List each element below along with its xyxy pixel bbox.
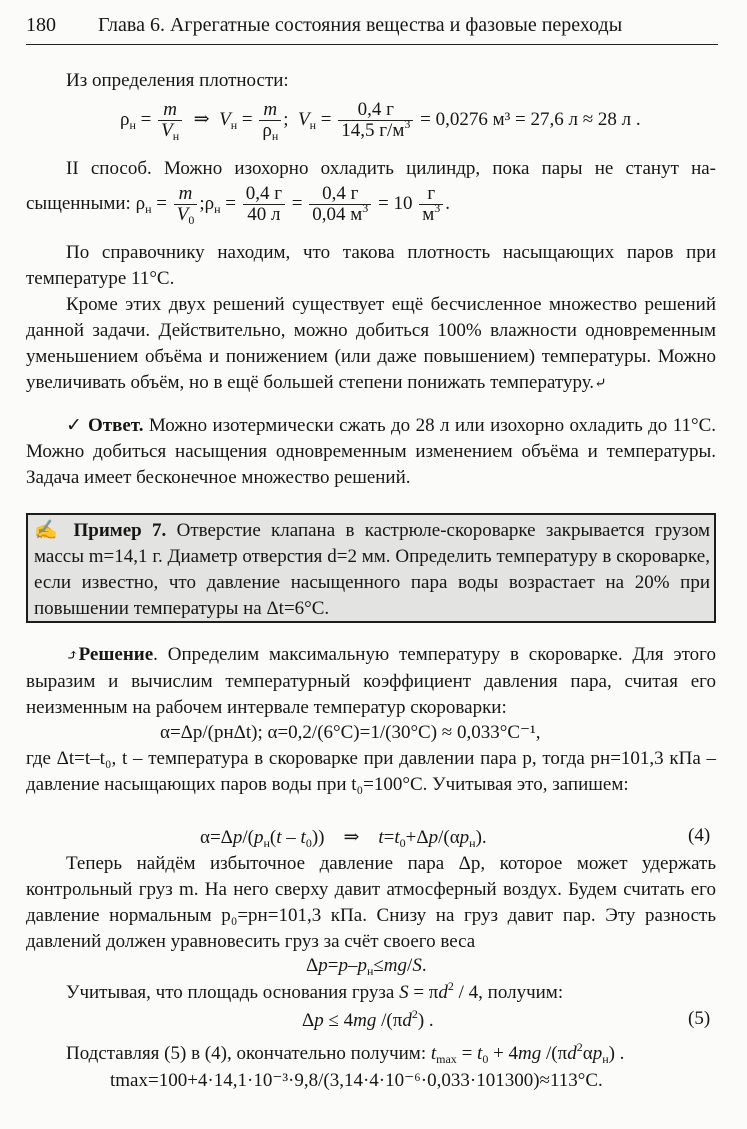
infinite-solutions-text: Кроме этих двух решений существует ещё бесчисленное множество решений данной задачи. Действительно, можно добиться 100% влажности одновременным уменьшением объёма и понижением (или даже повышением) температуры. Можно увеличивать объём, но в ещё большей степени понижать температуру. [26,294,716,393]
paragraph-density-intro: Из определения плотности: [66,70,289,91]
check-icon: ✓ [66,415,83,436]
substitution-prefix: Подставляя (5) в (4), окончательно получим: [66,1043,427,1064]
pencil-icon: ✍ [34,520,64,541]
paragraph-area: Учитывая, что площадь основания груза $S = \pi d^2 / 4$, получим: [66,979,564,1003]
paragraph-where: где Δt=t–t₀, t – температура в скороварке при давлении пара p, тогда pн=101,3 кПа – давление насыщающих паров воды при t₀=100°C. Учитывая это, запишем: [26,748,716,795]
paragraph-excess-pressure: Теперь найдём избыточное давление пара Δp, которое может удержать контрольный груз m. На него сверху давит атмосферный воздух. Будем считать его давление нормальным p₀=pн=101,3 кПа. Снизу на груз давит пар. Эту разность давлений должен уравновесить груз за счёт своего веса [26,853,716,952]
equation-number-5: (5) [688,1008,711,1029]
area-suffix: , получим: [478,982,564,1003]
area-prefix: Учитывая, что площадь основания груза [66,982,395,1003]
paragraph-substitution: Подставляя (5) в (4), окончательно получим: $t_{max} = t_0 + 4mg$ $/(\pi d^2\alpha p_н)$ . [66,1040,625,1066]
formula-eq4: $\alpha=\Delta p/(p_н(t - t_0))$ ⇒ $t=t_0+\Delta p/(\alpha p_н)$. [200,827,487,850]
paragraph-answer [26,413,716,491]
example-text: Отверстие клапана в кастрюле-скороварке закрывается грузом массы m=14,1 г. Диаметр отверстия d=2 мм. Определить температуру в скороварке, если известно, что давление насыщенного пара воды возрастает на 20% при повышении температуры на Δt=6°C. [34,520,710,619]
page-number: 180 [26,14,56,36]
solution-label: Решение [78,644,154,665]
answer-text: Можно изотермически сжать до 28 л или изохорно охладить до 11°C. Можно добиться насыщения одновременным изменением объёма и температуры. Задача имеет бесконечное множество решений. [26,415,717,488]
paragraph-example [34,518,710,622]
formula-final-calc: tmax=100+4·14,1·10⁻³·9,8/(3,14·4·10⁻⁶·0,033·101300)≈113°C. [110,1070,603,1091]
method2-prefix: сыщенными: [26,192,131,214]
answer-label: Ответ. [87,415,144,436]
example-label: Пример 7. [73,520,167,541]
paragraph-solution [26,642,716,721]
formula-eq5: Δp ≤ 4mg $/(\pi d^2)$ . [302,1007,434,1031]
formula-isochoric: сыщенными: $\rho_н$ = $\frac{m}{V_0}$ $;\rho_н$ = $\frac{0,4 г}{40 л}$ = $\frac{0,4 г}{0,04 м^3}$ = 10 $\frac{г}{м^3}$ . [26,183,451,227]
header-rule [26,44,718,45]
paragraph-method2-line1: II способ. Можно изохорно охладить цилиндр, пока пары не станут на- [66,158,716,179]
chapter-title: Глава 6. Агрегатные состояния вещества и фазовые переходы [98,14,623,36]
paragraph-infinite-solutions [26,292,716,397]
equation-number-4: (4) [688,825,711,846]
solution-text: . Определим максимальную температуру в скороварке. Для этого выразим и вычислим температурный коэффициент давления пара, считая его неизменным на рабочем интервале температур скороварки: [26,644,716,718]
end-mark-icon: ⤶ [594,376,607,392]
arrow-icon: ⤴ [66,648,79,664]
formula-alpha: α=Δp/(pнΔt); α=0,2/(6°C)=1/(30°C) ≈ 0,033°C⁻¹, [160,722,541,743]
formula-density: $\rho_н$ = $\frac{m}{V_н}$ ⇒ $V_н$ = $\frac{m}{\rho_н}$ ; $V_н$ = $\frac{0,4 г}{14,5 г/м^3}$ = 0,0276 м³ = 27,6 л ≈ 28 л . [120,99,641,143]
paragraph-reference: По справочнику находим, что такова плотность насыщающих паров при температуре 11°C. [26,242,716,289]
formula-volume-result: = 0,0276 м³ = 27,6 л ≈ 28 л . [420,108,641,130]
formula-pressure-balance: $\Delta p=p-p_н\le mg/S$. [306,955,427,978]
